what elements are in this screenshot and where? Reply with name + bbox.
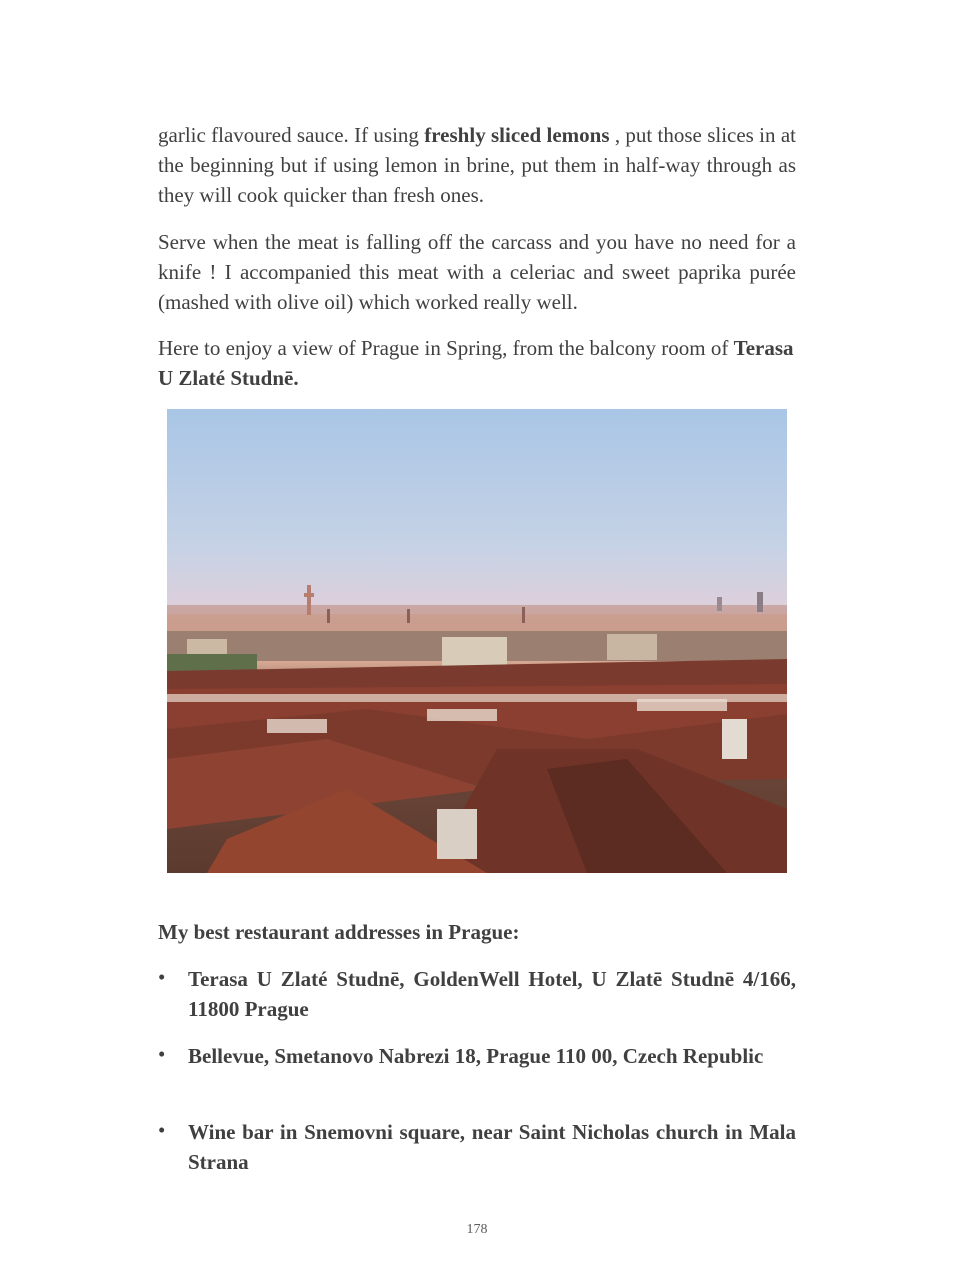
paragraph-text: , put those slices in at the beginning but if using lemon in brine, put them in half-way through as they will cook quicker than fresh ones. xyxy=(158,123,796,207)
bullet-icon: • xyxy=(158,965,166,989)
list-item xyxy=(158,964,796,1024)
restaurant-address: Bellevue, Smetanovo Nabrezi 18, Prague 110 00, Czech Republic xyxy=(188,1044,764,1068)
prague-rooftops-photo xyxy=(167,409,787,873)
paragraph-text: Here to enjoy a view of Prague in Spring, from the balcony room of xyxy=(158,336,734,360)
bold-phrase: freshly sliced lemons xyxy=(424,123,610,147)
list-item xyxy=(158,1041,786,1071)
paragraph-view xyxy=(158,333,796,393)
restaurants-heading: My best restaurant addresses in Prague: xyxy=(158,920,520,944)
bullet-icon: • xyxy=(158,1042,166,1066)
bold-phrase: Terasa U Zlaté Studnē. xyxy=(158,336,794,390)
paragraph-serving xyxy=(158,227,796,317)
paragraph-text: garlic flavoured sauce. If using xyxy=(158,123,425,147)
restaurant-address: Terasa U Zlaté Studnē, GoldenWell Hotel, U Zlatē Studnē 4/166, 11800 Prague xyxy=(188,967,796,1021)
restaurant-address: Wine bar in Snemovni square, near Saint Nicholas church in Mala Strana xyxy=(188,1120,796,1174)
bullet-icon: • xyxy=(158,1118,166,1142)
paragraph-sauce xyxy=(158,120,796,210)
page-number: 178 xyxy=(466,1222,488,1237)
photo-illustration xyxy=(167,409,787,873)
paragraph-text: Serve when the meat is falling off the carcass and you have no need for a knife ! I accompanied this meat with a celeriac and sweet paprika purée (mashed with olive oil) which worked really well. xyxy=(158,230,796,314)
list-item xyxy=(158,1117,796,1177)
